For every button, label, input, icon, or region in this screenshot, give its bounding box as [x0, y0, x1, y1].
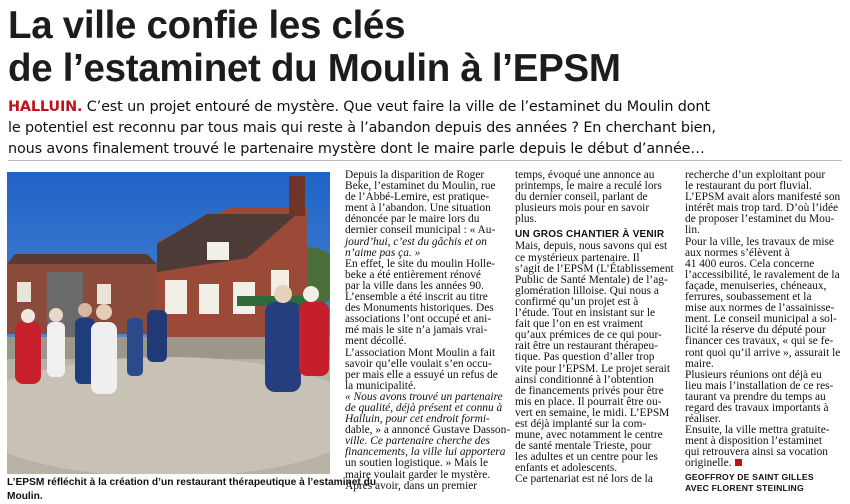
- text-line: beke a été entièrement rénové: [345, 268, 481, 281]
- lead-line: le potentiel est reconnu par tous mais qui reste à l’abandon depuis des années ? En cherchant bien,: [8, 120, 716, 136]
- text-line: taurant va prendre du temps au: [685, 390, 826, 403]
- text-line: tique. Pas question d’aller trop: [515, 351, 655, 364]
- text-line: les adultes et un centre pour les: [515, 451, 658, 464]
- text-line: rait être un restaurant thérapeu-: [515, 340, 658, 353]
- text-line: regard des travaux importants à: [685, 401, 829, 414]
- end-of-article-square-icon: [735, 459, 742, 466]
- text-line: Pour la ville, les travaux de mise: [685, 235, 834, 248]
- text-line: savoir qu’elle voulait s’en occu-: [345, 357, 492, 370]
- text-line: de qualité, déjà présent et connu à: [345, 401, 503, 414]
- headline: [8, 4, 843, 90]
- text-line: qu’aux prémices de ce qui pour-: [515, 329, 662, 342]
- byline: AVEC FLORENT STEINLING: [685, 483, 804, 494]
- headline-line: La ville confie les clés: [8, 4, 406, 47]
- text-line: Halluin, pour cet endroit formi-: [345, 413, 490, 426]
- text-line: financer ces travaux, « qui se fe-: [685, 335, 834, 348]
- text-line: de proposer l’estaminet du Mou-: [685, 213, 835, 226]
- caption-line: L’EPSM réfléchit à la création d’un restaurant thérapeutique à l’estaminet du: [7, 477, 377, 488]
- text-line: mé mais le site n’a jamais vrai-: [345, 324, 488, 337]
- text-line: vite pour l’EPSM. Le projet serait: [515, 362, 671, 375]
- text-line: [685, 458, 842, 469]
- text-line: licité la réserve du député pour: [685, 324, 826, 337]
- text-line: confirmé qu’un projet est à: [515, 295, 639, 308]
- text-line: plus.: [515, 213, 537, 226]
- text-line: dénoncée par le maire lors du: [345, 213, 480, 226]
- text-line: ment à disposition l’estaminet: [685, 435, 822, 448]
- text-line: fait que l’on en est vraiment: [515, 318, 644, 331]
- text-line: des Monuments historiques. Des: [345, 302, 494, 315]
- text-line: la municipalité.: [345, 379, 416, 392]
- text-line: qui retrouvera ainsi sa vocation: [685, 446, 828, 459]
- text-line: Public de Santé Mentale) de l’ag-: [515, 273, 668, 286]
- text-line: l’accessibilité, le ravalement de la: [685, 268, 840, 281]
- text-line: le restaurant du port fluvial.: [685, 180, 812, 193]
- text-column-3: [685, 170, 842, 495]
- text-line: réaliser.: [685, 413, 721, 426]
- text-line: ment. Le conseil municipal a sol-: [685, 313, 837, 326]
- text-line: plusieurs mois pour en savoir: [515, 202, 650, 215]
- text-column-2: [515, 170, 672, 486]
- text-line: mise aux normes de l’assainisse-: [685, 302, 835, 315]
- lead-paragraph: [8, 97, 846, 160]
- text-line: L’ensemble a été inscrit au titre: [345, 291, 488, 304]
- text-line: n’aime pas ça. »: [345, 246, 421, 259]
- text-line: ferrures, soubassement et la: [685, 291, 812, 304]
- text-line: ment à l’abandon. Une situation: [345, 202, 491, 215]
- text-line: Mais, depuis, nous savons qui est: [515, 240, 668, 253]
- text-line: du dernier conseil, parlant de: [515, 191, 648, 204]
- text-line: par la ville dans les années 90.: [345, 279, 484, 292]
- lead-line: nous avons finalement trouvé le partenaire mystère dont le maire parle depuis le début d’année…: [8, 141, 705, 157]
- text-line: L’association Mont Moulin a fait: [345, 346, 496, 359]
- text-line: associations l’ont occupé et ani-: [345, 313, 492, 326]
- text-line: aux normes s’élèvent à: [685, 246, 790, 259]
- text-line: Ce partenariat est né lors de la: [515, 473, 653, 486]
- text-line: dernier conseil municipal : « Au-: [345, 224, 496, 237]
- subheading: UN GROS CHANTIER À VENIR: [515, 229, 665, 241]
- lead-line: [8, 97, 846, 118]
- lead-text: C’est un projet entouré de mystère. Que veut faire la ville de l’estaminet du Moulin dont: [82, 99, 710, 115]
- text-line: Plusieurs réunions ont déjà eu: [685, 368, 822, 381]
- text-line: lieu mais l’installation de ce res-: [685, 379, 834, 392]
- text-line: mune, avec notamment le centre: [515, 429, 663, 442]
- text-line: printemps, le maire a reculé lors: [515, 180, 662, 193]
- text-line: de santé mentale Trieste, pour: [515, 440, 652, 453]
- text-line: En effet, le site du moulin Holle-: [345, 257, 496, 270]
- text-line: ce mystérieux partenaire. Il: [515, 251, 640, 264]
- text-line: dable, » a annoncé Gustave Dasson-: [345, 424, 511, 437]
- text-line: ront quoi qu’il arrive », assurait le: [685, 346, 841, 359]
- caption-line: Moulin.: [7, 490, 43, 502]
- separator-rule: [8, 160, 842, 161]
- byline: GEOFFROY DE SAINT GILLES: [685, 471, 814, 482]
- text-line: est déjà implanté sur la com-: [515, 417, 647, 430]
- text-line: ainsi conditionné à l’obtention: [515, 373, 654, 386]
- article-photo: [7, 172, 330, 474]
- text-line: de l’Abbé-Lemire, est pratique-: [345, 191, 490, 204]
- text-line: intérêt mais trop tard. D’où l’idée: [685, 202, 839, 215]
- headline-line: de l’estaminet du Moulin à l’EPSM: [8, 47, 621, 90]
- text-line: lin.: [685, 224, 700, 237]
- text-line: 41 400 euros. Cela concerne: [685, 257, 815, 270]
- text-line: un soutien logistique. » Mais le: [345, 457, 489, 470]
- text-line: ment décollé.: [345, 335, 407, 348]
- text-line: s’agit de l’EPSM (L’Établissement: [515, 262, 674, 275]
- text-line: Après avoir, dans un premier: [345, 479, 478, 492]
- text-line: temps, évoqué une annonce au: [515, 169, 655, 181]
- text-line: enfants et adolescents.: [515, 462, 618, 475]
- text-line: mis en place. Il pourrait être ou-: [515, 395, 662, 408]
- text-line: ville. Ce partenaire cherche des: [345, 435, 490, 448]
- text-column-1: [345, 169, 511, 492]
- text-line: maire.: [685, 357, 714, 370]
- text-line: vert en semaine, le midi. L’EPSM: [515, 406, 670, 419]
- text-line: façade, menuiseries, chéneaux,: [685, 279, 827, 292]
- text-line: « Nous avons trouvé un partenaire: [345, 390, 503, 403]
- text-line: jourd’hui, c’est du gâchis et on: [345, 235, 487, 248]
- text-line: l’étude. Tout en insistant sur le: [515, 307, 656, 320]
- closing-word: originelle.: [685, 457, 732, 470]
- photo-caption: [7, 476, 377, 503]
- text-line: maire voulait garder le mystère.: [345, 468, 491, 481]
- text-line: financements, la ville lui apportera: [345, 446, 506, 459]
- text-line: Beke, l’estaminet du Moulin, rue: [345, 180, 496, 193]
- kicker-halluin: HALLUIN.: [8, 99, 83, 115]
- text-line: Depuis la disparition de Roger: [345, 169, 485, 181]
- text-line: Ensuite, la ville mettra gratuite-: [685, 424, 830, 437]
- text-line: recherche d’un exploitant pour: [685, 169, 826, 181]
- text-line: glomération lilloise. Qui nous a: [515, 284, 659, 297]
- text-line: de financements privés pour être: [515, 384, 664, 397]
- text-line: per mais elle a essuyé un refus de: [345, 368, 498, 381]
- text-line: L’EPSM avait alors manifesté son: [685, 191, 841, 204]
